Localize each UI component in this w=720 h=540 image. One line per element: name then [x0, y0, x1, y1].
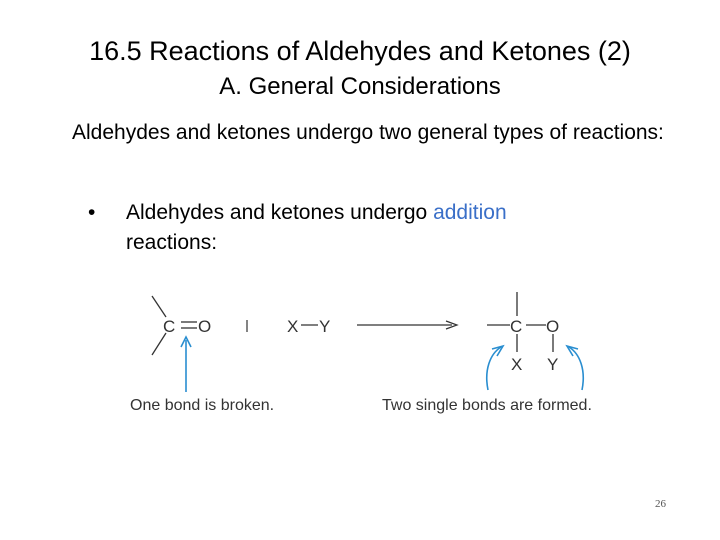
product-carbon: C	[510, 317, 523, 336]
product-oxygen: O	[546, 317, 560, 336]
page-number: 26	[655, 498, 666, 510]
bond-broken-caption: One bond is broken.	[130, 397, 275, 414]
bullet-text-start: Aldehydes and ketones undergo	[126, 201, 434, 224]
reagent-x: X	[287, 317, 299, 336]
addition-highlight: addition	[433, 201, 507, 224]
product-x: X	[511, 355, 523, 374]
reagent-y: Y	[319, 317, 331, 336]
reactant-carbon: C	[163, 317, 176, 336]
slide-subtitle: A. General Considerations	[219, 73, 501, 100]
bullet-marker: •	[88, 201, 96, 224]
reactant-oxygen: O	[198, 317, 212, 336]
slide-title: 16.5 Reactions of Aldehydes and Ketones (2)	[89, 36, 631, 66]
reactant-lower-bond	[152, 333, 166, 355]
reactant-upper-bond	[152, 296, 166, 317]
product-y: Y	[547, 355, 559, 374]
bullet-text-end: reactions:	[126, 231, 218, 254]
bonds-formed-caption: Two single bonds are formed.	[382, 397, 592, 414]
intro-text: Aldehydes and ketones undergo two general types of reactions:	[72, 121, 664, 144]
